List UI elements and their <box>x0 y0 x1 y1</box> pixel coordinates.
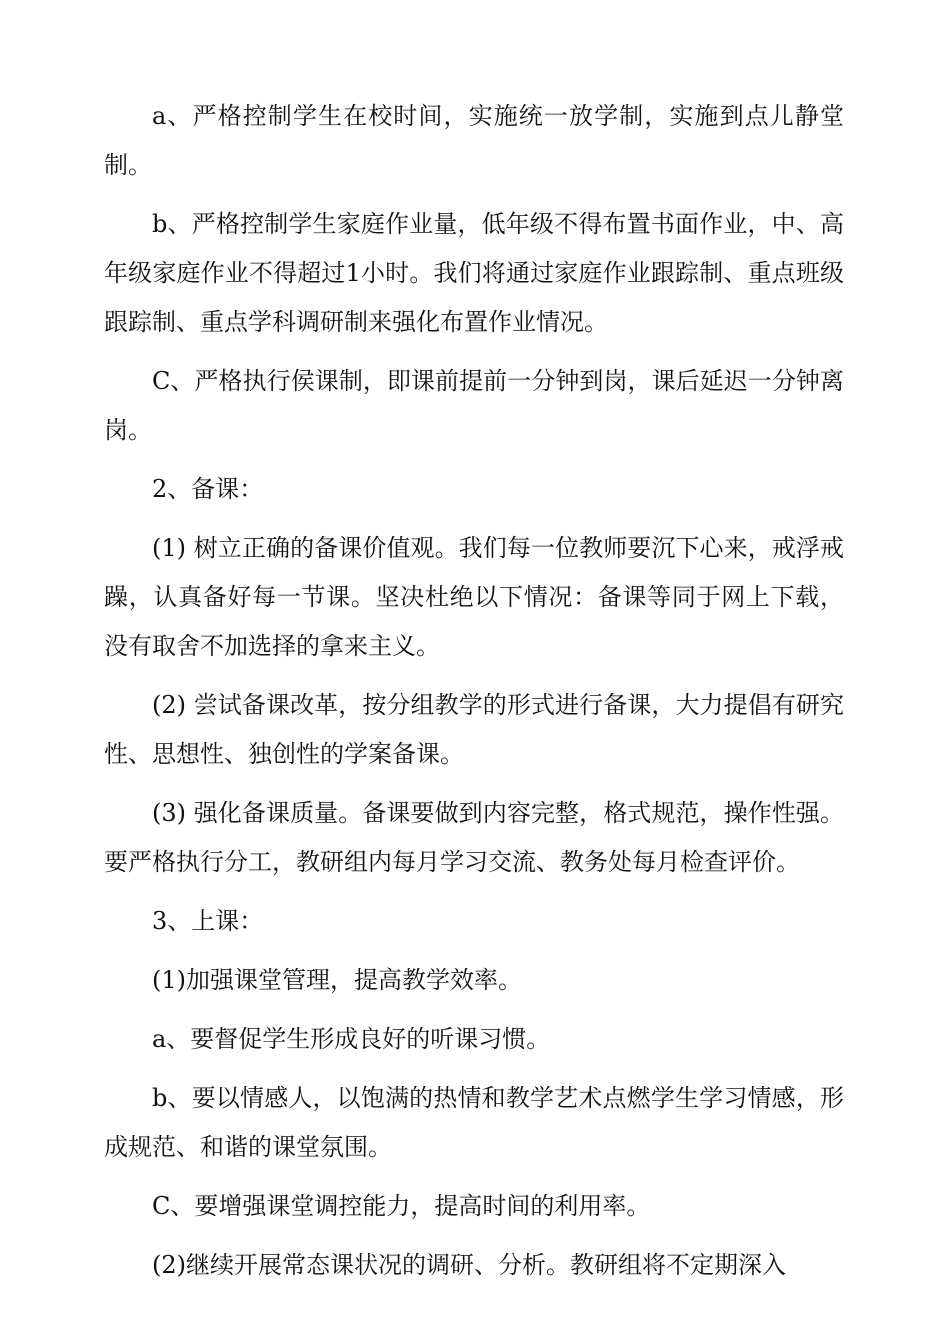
paragraph-dismissal-control: a、严格控制学生在校时间，实施统一放学制，实施到点儿静堂制。 <box>104 102 844 179</box>
paragraph-emotional-teaching: b、要以情感人，以饱满的热情和教学艺术点燃学生学习情感，形成规范、和谐的课堂氛围。 <box>104 1084 844 1161</box>
paragraph-class-waiting: C、严格执行侯课制，即课前提前一分钟到岗，课后延迟一分钟离岗。 <box>104 367 844 444</box>
paragraph-homework-control: b、严格控制学生家庭作业量，低年级不得布置书面作业，中、高年级家庭作业不得超过1小时。我们将通过家庭作业跟踪制、重点班级跟踪制、重点学科调研制来强化布置作业情况。 <box>104 210 844 336</box>
paragraph-listening-habits: a、要督促学生形成良好的听课习惯。 <box>152 1025 551 1053</box>
paragraph-classroom-management: (1)加强课堂管理，提高教学效率。 <box>152 966 522 994</box>
document-body <box>104 92 844 1300</box>
paragraph-prep-reform: (2) 尝试备课改革，按分组教学的形式进行备课，大力提倡有研究性、思想性、独创性的学案备课。 <box>104 691 844 768</box>
paragraph-classroom-control: C、要增强课堂调控能力，提高时间的利用率。 <box>152 1192 651 1220</box>
section-heading-teaching: 3、上课： <box>152 907 264 935</box>
paragraph-prep-values: (1) 树立正确的备课价值观。我们每一位教师要沉下心来，戒浮戒躁，认真备好每一节课。坚决杜绝以下情况：备课等同于网上下载，没有取舍不加选择的拿来主义。 <box>104 534 844 660</box>
section-heading-lesson-prep: 2、备课： <box>152 475 264 503</box>
paragraph-prep-quality: (3) 强化备课质量。备课要做到内容完整，格式规范，操作性强。要严格执行分工，教研组内每月学习交流、教务处每月检查评价。 <box>104 799 844 876</box>
paragraph-regular-class-research: (2)继续开展常态课状况的调研、分析。教研组将不定期深入 <box>152 1251 786 1279</box>
